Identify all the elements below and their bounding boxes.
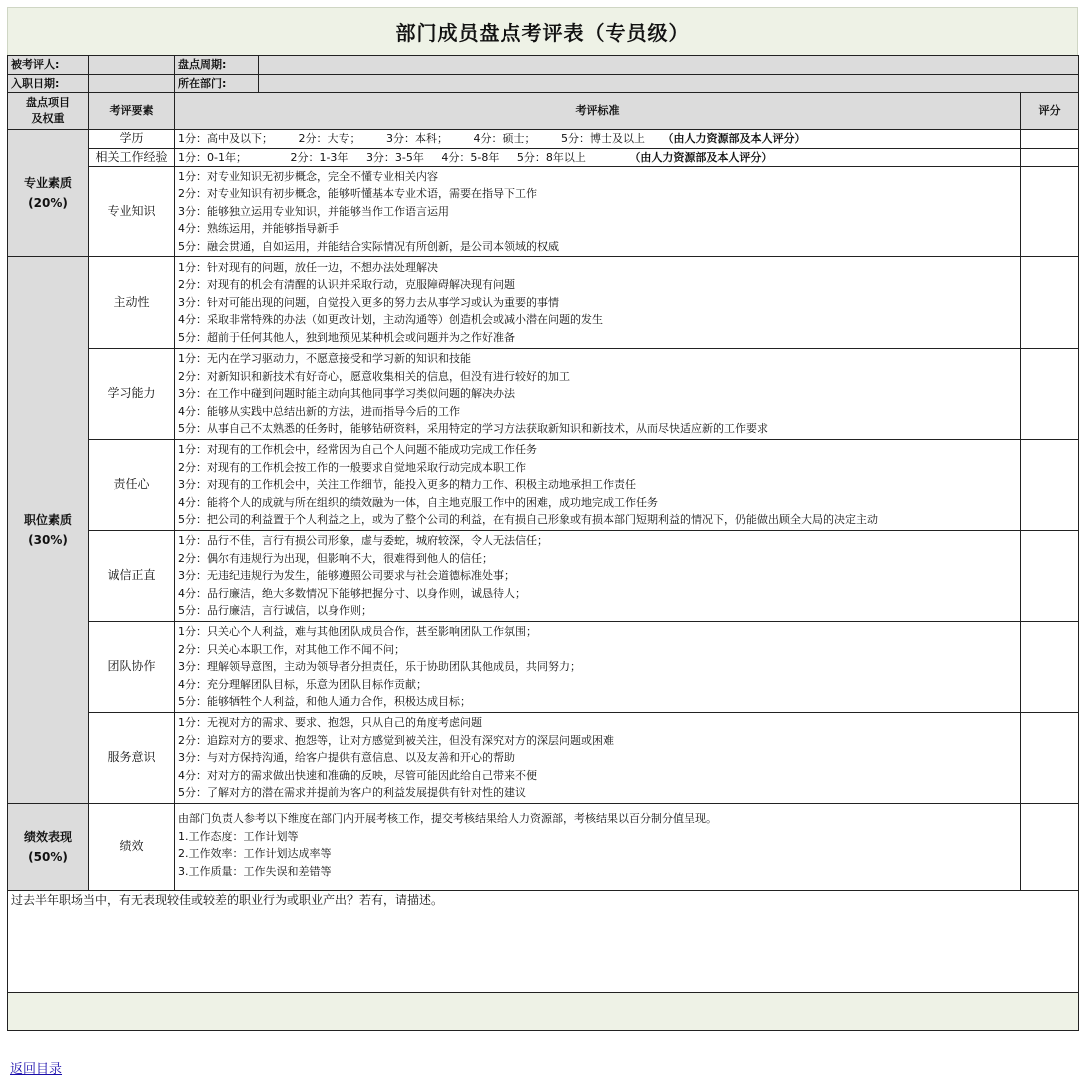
footer-band [8,993,1079,1031]
education-note: （由人力资源部及本人评分） [662,132,806,145]
footer-row [8,993,1079,1031]
criteria-service: 1分：无视对方的需求、要求、抱怨，只从自己的角度考虑问题 2分：追踪对方的要求、抱怨等，让对方感觉到被关注，但没有深究对方的深层问题或困难 3分：与对方保持沟通，给客户提供有意信息、以及友善和开心的帮助 4分：对对方的需求做出快速和准确的反映，尽管可能因此给自己带来不便 5分：了解对方的潜在需求并提前为客户的利益发展提供有针对性的建议 [175,713,1021,804]
info-row-1 [8,56,1079,75]
criteria-experience: 1分：0-1年； 2分：1-3年 3分：3-5年 4分：5-8年 5分：8年以上 （由人力资源部及本人评分） [175,148,1021,167]
criteria-performance: 由部门负责人参考以下维度在部门内开展考核工作，提交考核结果给人力资源部，考核结果以百分制分值呈现。 1.工作态度：工作计划等 2.工作效率：工作计划达成率等 3.工作质量：工作失误和差错等 [175,804,1021,891]
category-name: 职位素质 [23,513,72,527]
factor-row-initiative [8,257,1079,349]
category-weight: (30%) [28,533,68,547]
evaluatee-field[interactable] [89,56,175,75]
question-row [8,891,1079,993]
education-row [8,130,1079,149]
criteria-learning: 1分：无内在学习驱动力，不愿意接受和学习新的知识和技能 2分：对新知识和新技术有好奇心，愿意收集相关的信息，但没有进行较好的加工 3分：在工作中碰到问题时能主动向其他同事学习类似问题的解决办法 4分：能够从实践中总结出新的方法，进而指导今后的工作 5分：从事自己不太熟悉的任务时，能够钻研资料，采用特定的学习方法获取新知识和新技术，从而尽快适应新的工作要求 [175,349,1021,440]
score-cell[interactable] [1021,622,1079,713]
score-cell[interactable] [1021,257,1079,349]
criteria-education: 1分：高中及以下； 2分：大专； 3分：本科； 4分：硕士； 5分：博士及以上 （由人力资源部及本人评分） [175,130,1021,149]
experience-row [8,148,1079,167]
hire-date-label: 入职日期: [8,74,89,93]
criteria-responsibility: 1分：对现有的工作机会中，经常因为自己个人问题不能成功完成工作任务 2分：对现有的工作机会按工作的一般要求自觉地采取行动完成本职工作 3分：对现有的工作机会中，关注工作细节，能投入更多的精力工作、积极主动地承担工作责任 4分：能将个人的成就与所在组织的绩效融为一体，自主地克服工作中的困难，成功地完成工作任务 5分：把公司的利益置于个人利益之上，或为了整个公司的利益，在有损自己形象或有损本部门短期利益的情况下，仍能做出顾全大局的决定主动 [175,440,1021,531]
category-performance [8,804,89,891]
period-label: 盘点周期: [175,56,259,75]
score-header: 评分 [1021,93,1079,130]
factor-row-learning [8,349,1079,440]
category-name: 专业素质 [23,176,72,190]
score-cell[interactable] [1021,130,1079,149]
factor-education: 学历 [89,130,175,149]
score-cell[interactable] [1021,440,1079,531]
factor-integrity: 诚信正直 [89,531,175,622]
factor-knowledge: 专业知识 [89,167,175,257]
category-professional [8,130,89,257]
experience-note: （由人力资源部及本人评分） [629,150,773,164]
evaluatee-label: 被考评人: [8,56,89,75]
criteria-initiative: 1分：针对现有的问题，放任一边，不想办法处理解决 2分：对现有的机会有清醒的认识并采取行动，克服障碍解决现有问题 3分：针对可能出现的问题，自觉投入更多的努力去从事学习或认为重要的事情 4分：采取非常特殊的办法（如更改计划，主动沟通等）创造机会或减小潜在问题的发生 5分：超前于任何其他人，独到地预见某种机会或问题并为之作好准备 [175,257,1021,349]
score-cell[interactable] [1021,148,1079,167]
standard-header: 考评标准 [175,93,1021,130]
factor-service: 服务意识 [89,713,175,804]
period-field[interactable] [259,56,1079,75]
evaluation-table [7,55,1079,1031]
evaluation-sheet [7,7,1078,1031]
factor-header: 考评要素 [89,93,175,130]
factor-row-service [8,713,1079,804]
career-behavior-question[interactable]: 过去半年职场当中，有无表现较佳或较差的职业行为或职业产出？若有，请描述。 [8,891,1079,993]
criteria-knowledge: 1分：对专业知识无初步概念，完全不懂专业相关内容 2分：对专业知识有初步概念，能够听懂基本专业术语，需要在指导下工作 3分：能够独立运用专业知识，并能够当作工作语言运用 4分：熟练运用，并能够指导新手 5分：融会贯通，自如运用，并能结合实际情况有所创新，是公司本领域的权威 [175,167,1021,257]
category-weight: (50%) [28,850,68,864]
back-to-contents-link[interactable]: 返回目录 [10,1062,63,1077]
factor-learning: 学习能力 [89,349,175,440]
hire-date-field[interactable] [89,74,175,93]
score-cell[interactable] [1021,804,1079,891]
page-title: 部门成员盘点考评表（专员级） [7,7,1078,55]
criteria-integrity: 1分：品行不佳，言行有损公司形象，虚与委蛇，城府较深，令人无法信任； 2分：偶尔有违规行为出现，但影响不大，很难得到他人的信任； 3分：无违纪违规行为发生，能够遵照公司要求与社会道德标准处事； 4分：品行廉洁，绝大多数情况下能够把握分寸、以身作则，诚恳待人； 5分：品行廉洁，言行诚信，以身作则； [175,531,1021,622]
score-cell[interactable] [1021,713,1079,804]
category-position [8,257,89,804]
factor-initiative: 主动性 [89,257,175,349]
column-header-row [8,93,1079,130]
performance-row [8,804,1079,891]
knowledge-row [8,167,1079,257]
factor-row-integrity [8,531,1079,622]
criteria-teamwork: 1分：只关心个人利益，难与其他团队成员合作，甚至影响团队工作氛围； 2分：只关心本职工作，对其他工作不闻不问； 3分：理解领导意图，主动为领导者分担责任，乐于协助团队其他成员，共同努力； 4分：充分理解团队目标，乐意为团队目标作贡献； 5分：能够牺牲个人利益，和他人通力合作，积极达成目标； [175,622,1021,713]
score-cell[interactable] [1021,349,1079,440]
score-cell[interactable] [1021,167,1079,257]
info-row-2 [8,74,1079,93]
factor-teamwork: 团队协作 [89,622,175,713]
category-name: 绩效表现 [23,830,72,844]
department-label: 所在部门: [175,74,259,93]
factor-row-teamwork [8,622,1079,713]
item-weight-header: 盘点项目 及权重 [8,93,89,130]
factor-row-responsibility [8,440,1079,531]
factor-experience: 相关工作经验 [89,148,175,167]
factor-performance: 绩效 [89,804,175,891]
score-cell[interactable] [1021,531,1079,622]
factor-responsibility: 责任心 [89,440,175,531]
category-weight: (20%) [28,196,68,210]
department-field[interactable] [259,74,1079,93]
